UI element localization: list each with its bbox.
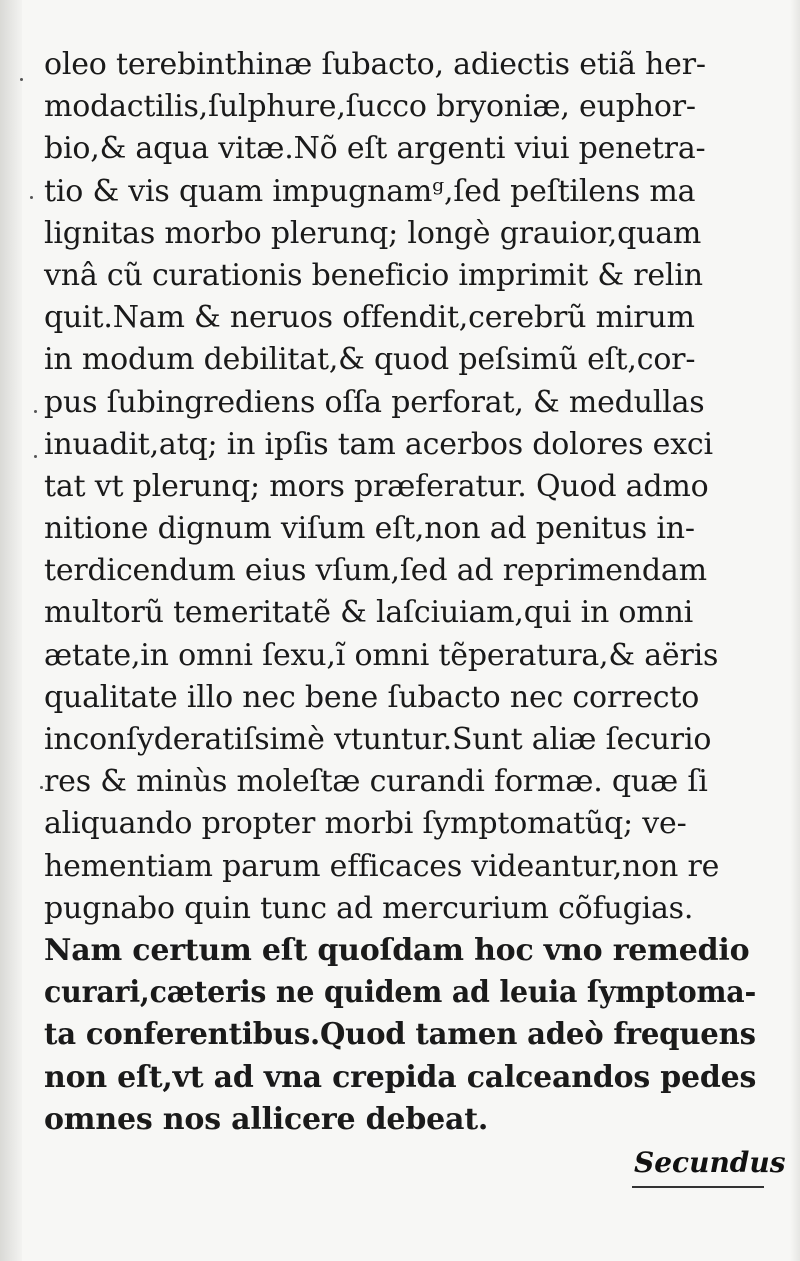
text-line: curari,cæteris ne quidem ad leuia ſymptoma- bbox=[44, 975, 757, 1011]
text-line: ta conferentibus.Quod tamen adeò frequens bbox=[44, 1017, 756, 1053]
ink-speck bbox=[20, 78, 23, 81]
text-line: aliquando propter morbi ſymptomatũq; ve- bbox=[44, 806, 687, 842]
binding-gutter bbox=[0, 0, 22, 1261]
body-text bbox=[44, 44, 756, 1141]
page-edge bbox=[790, 0, 800, 1261]
text-line: res & minùs moleſtæ curandi formæ. quæ ſi bbox=[44, 764, 708, 800]
text-line: terdicendum eius vſum,ſed ad reprimendam bbox=[44, 553, 707, 589]
text-line: omnes nos allicere debeat. bbox=[44, 1101, 489, 1137]
ink-speck bbox=[34, 455, 37, 458]
text-line: vnâ cũ curationis beneficio imprimit & relin bbox=[44, 257, 703, 293]
text-line: tat vt plerunq; mors præferatur. Quod admo bbox=[44, 468, 709, 504]
text-line: non eſt,vt ad vna crepida calceandos pedes bbox=[44, 1059, 757, 1095]
text-line: inuadit,atq; in ipſis tam acerbos dolores exci bbox=[44, 426, 713, 462]
text-line: pus ſubingrediens oſſa perforat, & medullas bbox=[44, 384, 705, 420]
text-line: ætate,in omni ſexu,ĩ omni tẽperatura,& aëris bbox=[44, 637, 719, 673]
text-line: hementiam parum efficaces videantur,non re bbox=[44, 848, 720, 884]
text-line: oleo terebinthinæ ſubacto, adiectis etiã her- bbox=[44, 47, 706, 82]
ink-speck bbox=[40, 786, 43, 789]
text-line: bio,& aqua vitæ.Nõ eſt argenti viui penetra- bbox=[44, 131, 706, 167]
text-line: tio & vis quam impugnamᵍ,ſed peſtilens ma bbox=[44, 173, 696, 209]
text-line: in modum debilitat,& quod peſsimũ eſt,cor- bbox=[44, 342, 696, 378]
text-line: multorũ temeritatẽ & laſciuiam,qui in omni bbox=[44, 595, 694, 631]
catchword: Secundus bbox=[634, 1146, 786, 1179]
text-line: Nam certum eſt quoſdam hoc vno remedio bbox=[44, 932, 750, 968]
catchword-underline bbox=[632, 1186, 764, 1188]
text-line: qualitate illo nec bene ſubacto nec correcto bbox=[44, 679, 700, 715]
text-line: quit.Nam & neruos offendit,cerebrũ mirum bbox=[44, 300, 695, 336]
ink-speck bbox=[30, 196, 33, 199]
text-line: pugnabo quin tunc ad mercurium cõfugias. bbox=[44, 890, 694, 926]
ink-speck bbox=[34, 410, 37, 413]
text-line: modactilis,ſulphure,ſucco bryoniæ, euphor- bbox=[44, 89, 696, 125]
text-line: inconſyderatiſsimè vtuntur.Sunt aliæ ſecurio bbox=[44, 722, 712, 757]
text-line: nitione dignum viſum eſt,non ad penitus in- bbox=[44, 511, 695, 547]
text-line: lignitas morbo plerunq; longè grauior,quam bbox=[44, 215, 702, 251]
